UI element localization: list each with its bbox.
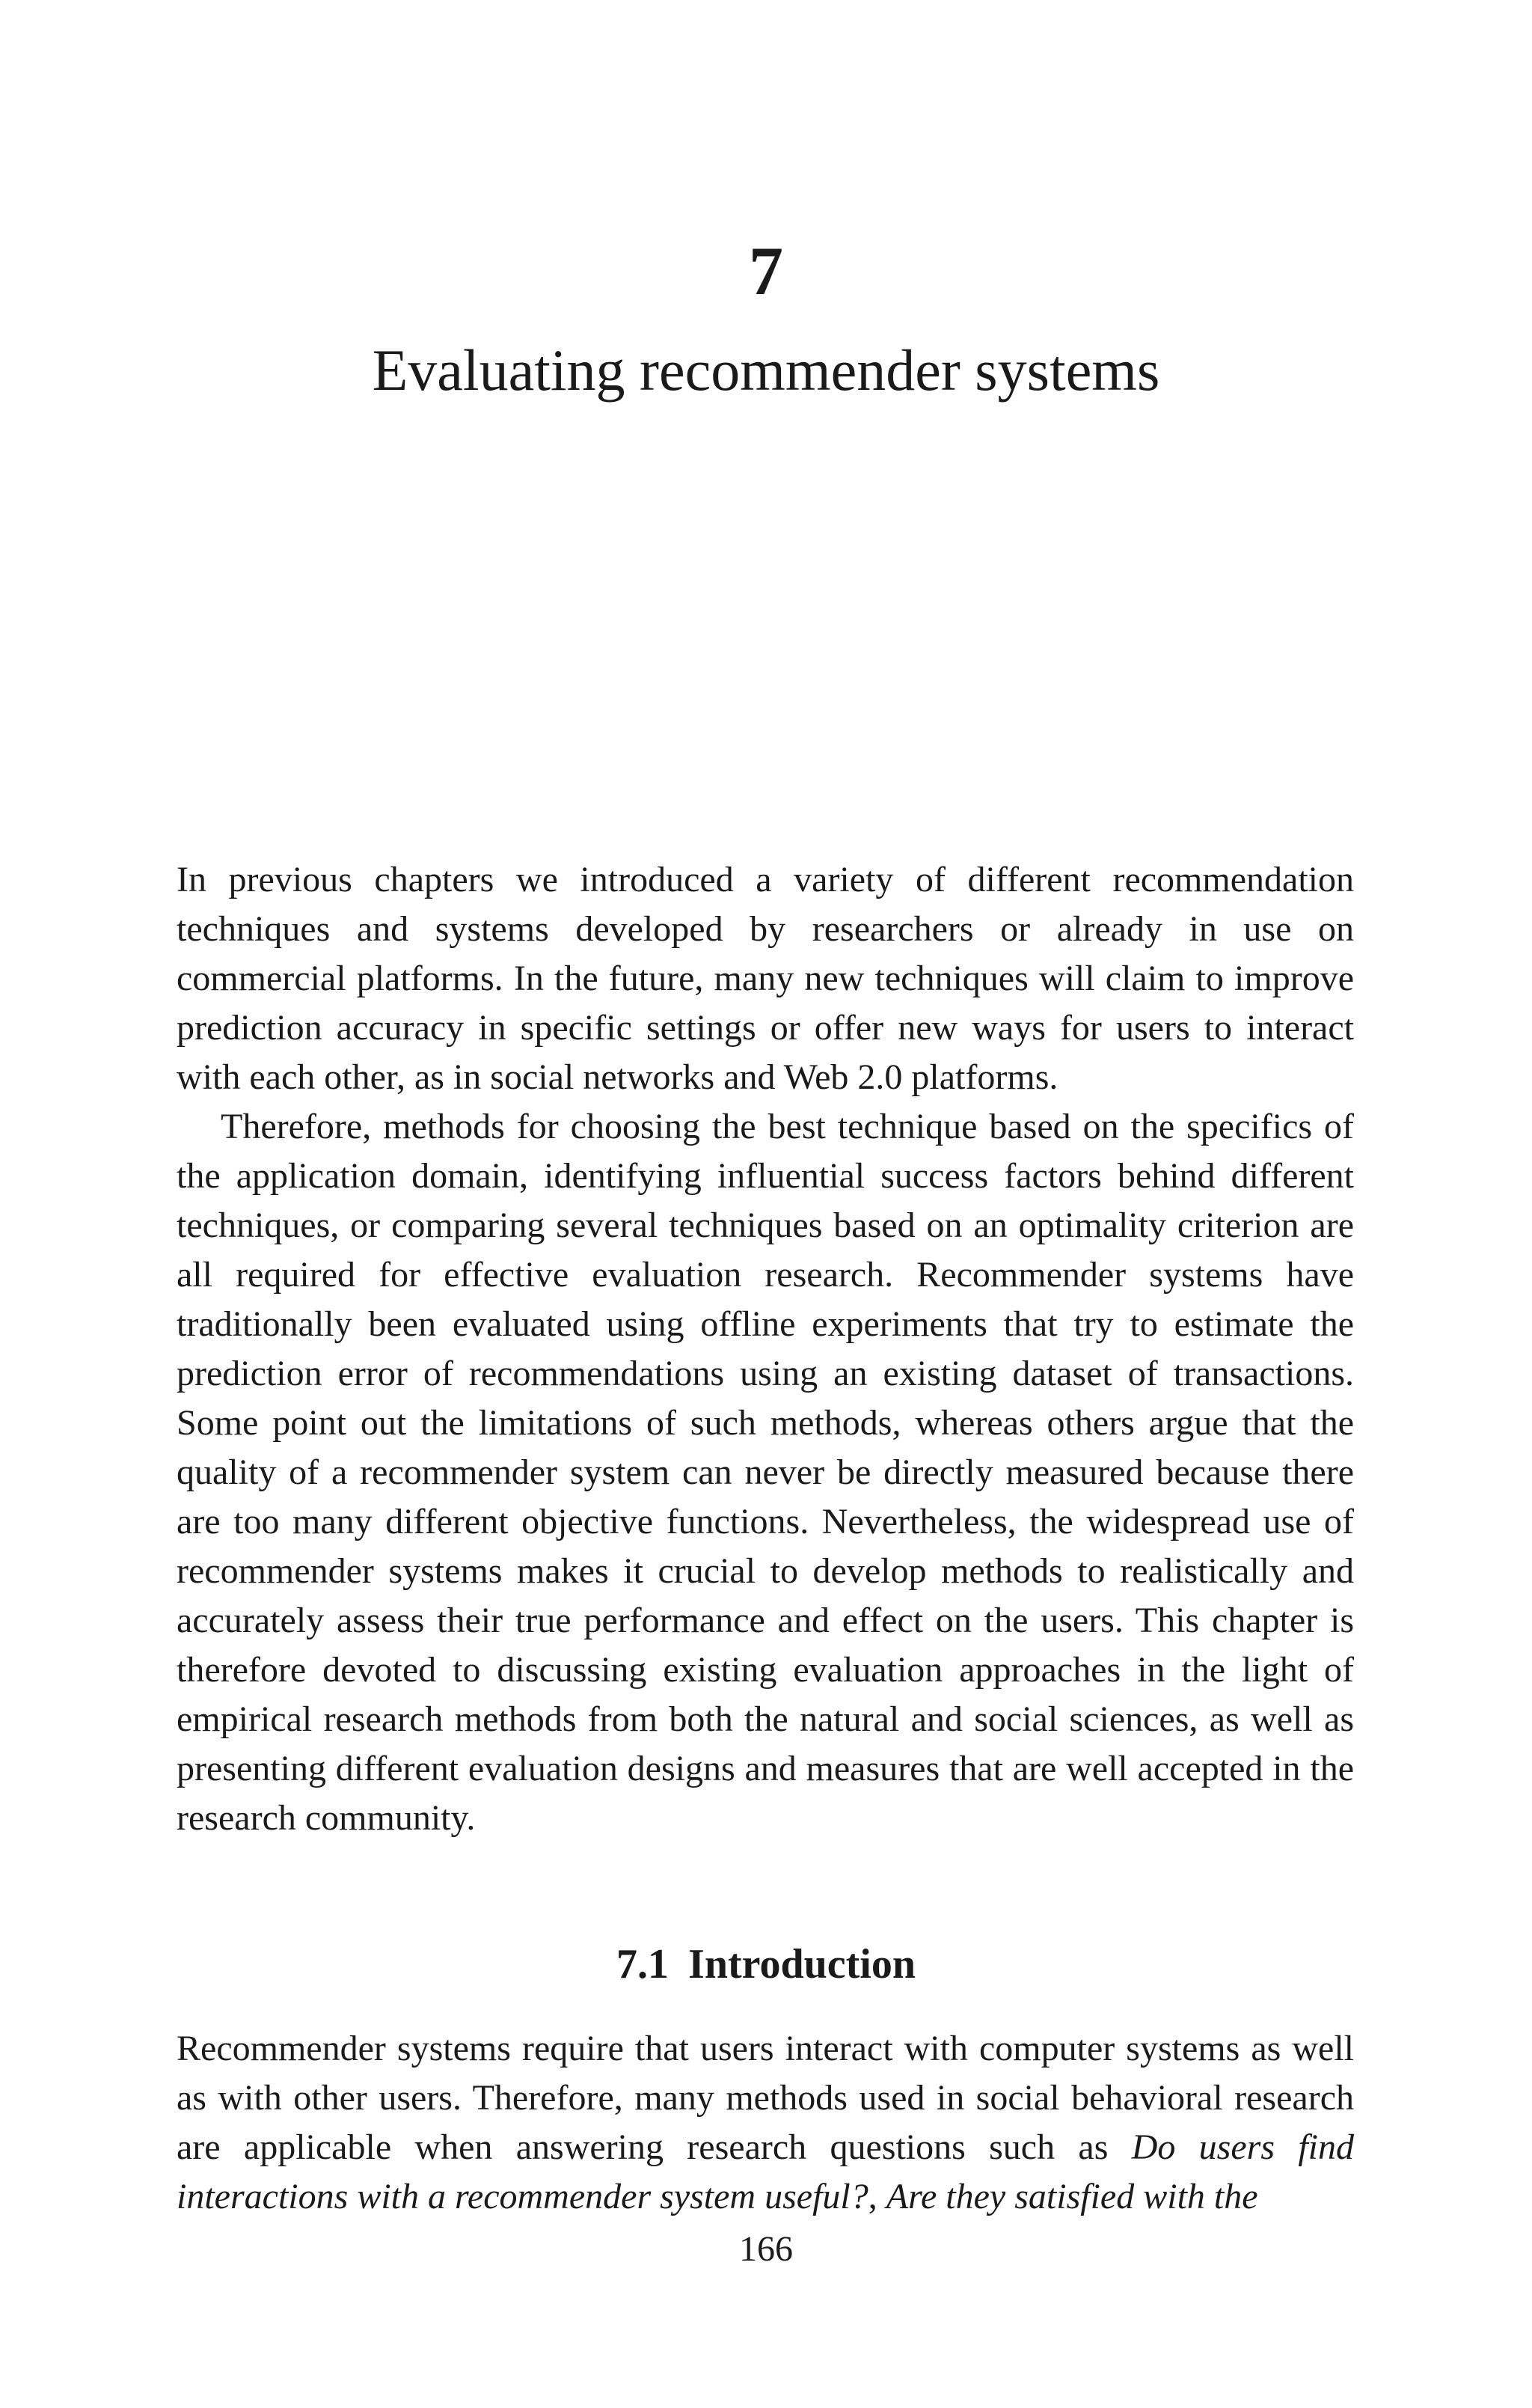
section-paragraph xyxy=(177,2024,1354,2222)
chapter-number: 7 xyxy=(749,233,783,309)
intro-paragraph-1: In previous chapters we introduced a variety of different recommendation techniques and systems developed by researchers or already in use on commercial platforms. In the future, many new techniques will claim to improve prediction accuracy in specific settings or offer new ways for users to interact with each other, as in social networks and Web 2.0 platforms. xyxy=(177,860,1354,1097)
chapter-title: Evaluating recommender systems xyxy=(372,337,1160,403)
section-title: Introduction xyxy=(688,1941,916,1987)
question-separator: , xyxy=(868,2177,886,2216)
section-heading xyxy=(0,1943,1532,1985)
question-satisfaction: Are they satisfied with the xyxy=(886,2177,1258,2216)
intro-paragraph-2: Therefore, methods for choosing the best technique based on the specifics of the application domain, identifying influential success factors behind different techniques, or comparing several techniques based on an optimality criterion are all required for effective evaluation research. Recommender systems have traditionally been evaluated using offline experiments that try to estimate the prediction error of recommendations using an existing dataset of transactions. Some point out the limitations of such methods, whereas others argue that the quality of a recommender system can never be directly measured because there are too many different objective functions. Nevertheless, the widespread use of recommender systems makes it crucial to develop methods to realistically and accurately assess their true performance and effect on the users. This chapter is therefore devoted to discussing existing evaluation approaches in the light of empirical research methods from both the natural and social sciences, as well as presenting different evaluation designs and measures that are well accepted in the research community. xyxy=(177,1107,1354,1838)
page-number: 166 xyxy=(739,2229,793,2269)
section-paragraph-text: Recommender systems require that users interact with computer systems as well as with other users. Therefore, many methods used in social behavioral research are applicable when answering research questions such as xyxy=(177,2029,1354,2167)
question-usefulness: Do users find interactions with a recommender system useful? xyxy=(177,2127,1354,2216)
section-number: 7.1 xyxy=(616,1941,670,1987)
